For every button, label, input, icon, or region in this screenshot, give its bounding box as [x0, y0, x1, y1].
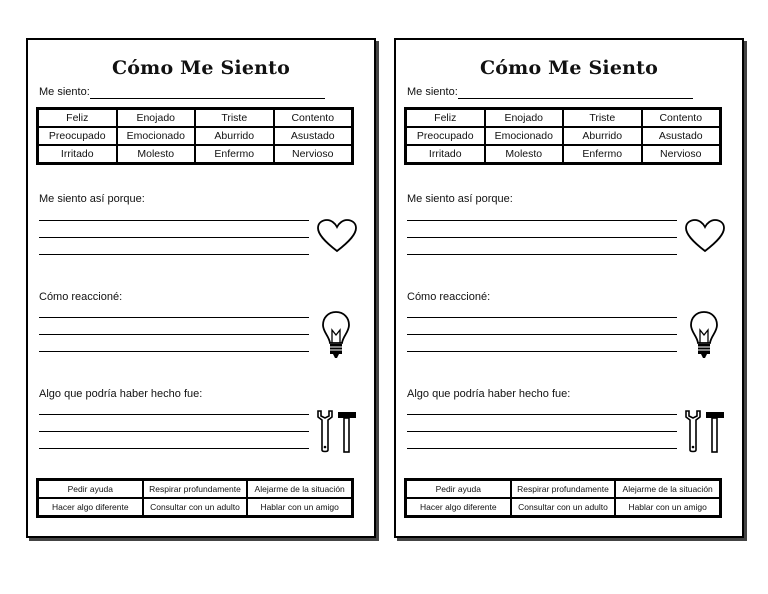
write-line[interactable] — [407, 431, 677, 432]
section-could-have-label: Algo que podría haber hecho fue: — [39, 388, 203, 400]
tools-icon — [314, 408, 358, 454]
section-because-label: Me siento así porque: — [407, 193, 513, 205]
strategy-cell[interactable]: Alejarme de la situación — [248, 481, 351, 497]
write-line[interactable] — [407, 237, 677, 238]
strategy-cell[interactable]: Hacer algo diferente — [407, 499, 510, 515]
write-line[interactable] — [39, 220, 309, 221]
feeling-cell[interactable]: Enfermo — [196, 146, 273, 162]
me-siento-label: Me siento: — [39, 86, 90, 98]
feeling-cell[interactable]: Triste — [564, 110, 641, 126]
worksheet-right — [394, 38, 744, 538]
feeling-cell[interactable]: Feliz — [39, 110, 116, 126]
feeling-cell[interactable]: Molesto — [486, 146, 563, 162]
strategy-cell[interactable]: Hablar con un amigo — [248, 499, 351, 515]
feeling-cell[interactable]: Preocupado — [39, 128, 116, 144]
strategy-cell[interactable]: Hacer algo diferente — [39, 499, 142, 515]
me-siento-line[interactable] — [458, 98, 693, 99]
write-line[interactable] — [407, 220, 677, 221]
write-line[interactable] — [39, 317, 309, 318]
strategy-cell[interactable]: Consultar con un adulto — [144, 499, 247, 515]
feeling-cell[interactable]: Triste — [196, 110, 273, 126]
lightbulb-icon — [321, 310, 351, 362]
heart-icon — [316, 218, 358, 254]
heart-icon — [684, 218, 726, 254]
feeling-cell[interactable]: Contento — [275, 110, 352, 126]
worksheet-title: Cómo Me Siento — [479, 57, 658, 79]
write-line[interactable] — [407, 334, 677, 335]
write-line[interactable] — [39, 414, 309, 415]
strategy-cell[interactable]: Respirar profundamente — [512, 481, 615, 497]
strategy-cell[interactable]: Consultar con un adulto — [512, 499, 615, 515]
feeling-cell[interactable]: Aburrido — [564, 128, 641, 144]
section-reaction-label: Cómo reaccioné: — [407, 291, 491, 303]
strategies-table — [404, 478, 722, 518]
feeling-cell[interactable]: Emocionado — [118, 128, 195, 144]
strategy-cell[interactable]: Pedir ayuda — [39, 481, 142, 497]
worksheet-title: Cómo Me Siento — [111, 57, 290, 79]
feeling-cell[interactable]: Enfermo — [564, 146, 641, 162]
tools-icon — [682, 408, 726, 454]
strategies-table — [36, 478, 354, 518]
write-line[interactable] — [39, 448, 309, 449]
feeling-cell[interactable]: Enojado — [486, 110, 563, 126]
write-line[interactable] — [407, 317, 677, 318]
write-line[interactable] — [39, 431, 309, 432]
feeling-cell[interactable]: Enojado — [118, 110, 195, 126]
write-line[interactable] — [407, 414, 677, 415]
feeling-cell[interactable]: Asustado — [643, 128, 720, 144]
strategy-cell[interactable]: Respirar profundamente — [144, 481, 247, 497]
me-siento-label: Me siento: — [407, 86, 458, 98]
feeling-cell[interactable]: Molesto — [118, 146, 195, 162]
write-line[interactable] — [39, 237, 309, 238]
feelings-table — [404, 107, 722, 165]
write-line[interactable] — [39, 254, 309, 255]
worksheet-left — [26, 38, 376, 538]
feeling-cell[interactable]: Aburrido — [196, 128, 273, 144]
feelings-table — [36, 107, 354, 165]
section-because-label: Me siento así porque: — [39, 193, 145, 205]
lightbulb-icon — [689, 310, 719, 362]
feeling-cell[interactable]: Contento — [643, 110, 720, 126]
feeling-cell[interactable]: Feliz — [407, 110, 484, 126]
write-line[interactable] — [407, 351, 677, 352]
strategy-cell[interactable]: Hablar con un amigo — [616, 499, 719, 515]
feeling-cell[interactable]: Irritado — [407, 146, 484, 162]
strategy-cell[interactable]: Pedir ayuda — [407, 481, 510, 497]
me-siento-line[interactable] — [90, 98, 325, 99]
feeling-cell[interactable]: Nervioso — [275, 146, 352, 162]
strategy-cell[interactable]: Alejarme de la situación — [616, 481, 719, 497]
feeling-cell[interactable]: Irritado — [39, 146, 116, 162]
feeling-cell[interactable]: Emocionado — [486, 128, 563, 144]
feeling-cell[interactable]: Preocupado — [407, 128, 484, 144]
section-reaction-label: Cómo reaccioné: — [39, 291, 123, 303]
feeling-cell[interactable]: Nervioso — [643, 146, 720, 162]
write-line[interactable] — [407, 448, 677, 449]
section-could-have-label: Algo que podría haber hecho fue: — [407, 388, 571, 400]
feeling-cell[interactable]: Asustado — [275, 128, 352, 144]
write-line[interactable] — [407, 254, 677, 255]
write-line[interactable] — [39, 334, 309, 335]
write-line[interactable] — [39, 351, 309, 352]
